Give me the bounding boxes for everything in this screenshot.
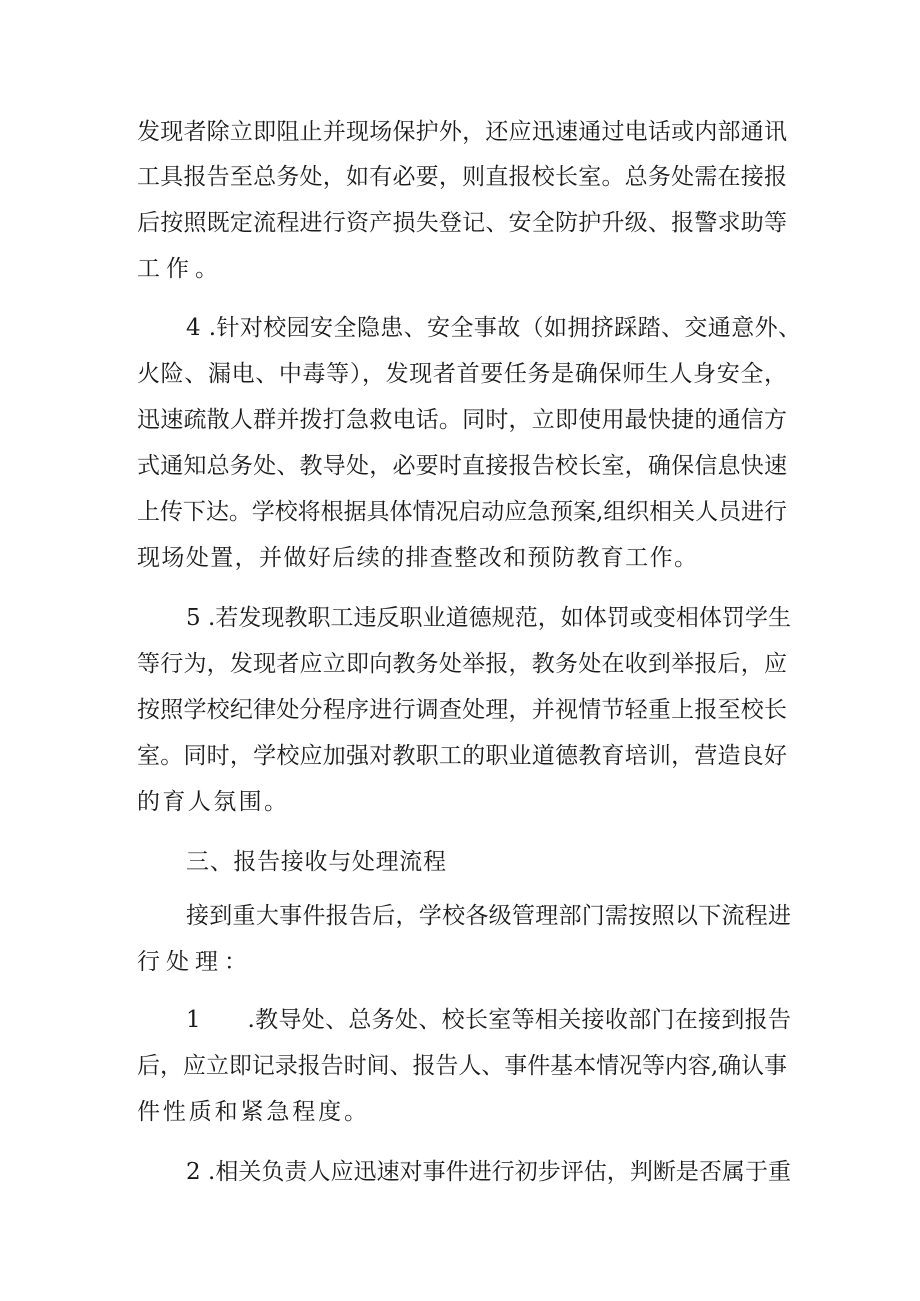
body-text-line: 发现者除立即阻止并现场保护外，还应迅速通过电话或内部通讯 [137,119,788,145]
body-text-line: 工作。 [137,256,224,282]
body-text-line: 接到重大事件报告后，学校各级管理部门需按照以下流程进 [186,903,792,929]
list-item-1-line: 1 .教导处、总务处、校长室等相关接收部门在接到报告 [186,1007,792,1033]
list-item-2-line: 2 .相关负责人应迅速对事件进行初步评估，判断是否属于重 [186,1159,792,1185]
body-text-line: 件性质和紧急程度。 [137,1099,370,1125]
body-text-line: 室。同时，学校应加强对教职工的职业道德教育培训，营造良好 [137,743,788,769]
section-heading: 三、报告接收与处理流程 [186,849,447,875]
body-text-line: 火险、漏电、中毒等），发现者首要任务是确保师生人身安全， [137,361,788,387]
body-text-line: 等行为，发现者应立即向教务处举报，教务处在收到举报后，应 [137,651,788,677]
body-text-line: 工具报告至总务处，如有必要，则直报校长室。总务处需在接报 [137,164,788,190]
list-item-4-line: 4 .针对校园安全隐患、安全事故（如拥挤踩踏、交通意外、 [186,315,802,341]
body-text-line: 现场处置，并做好后续的排查整改和预防教育工作。 [137,545,699,571]
body-text-line: 后按照既定流程进行资产损失登记、安全防护升级、报警求助等 [137,210,788,236]
body-text-line: 迅速疏散人群并拨打急救电话。同时，立即使用最快捷的通信方 [137,407,788,433]
body-text-line: 按照学校纪律处分程序进行调查处理，并视情节轻重上报至校长 [137,697,788,723]
body-text-line: 的育人氛围。 [137,789,290,815]
body-text-line: 后，应立即记录报告时间、报告人、事件基本情况等内容,确认事 [137,1053,787,1079]
body-text-line: 行处理： [137,949,253,975]
body-text-line: 上传下达。学校将根据具体情况启动应急预案,组织相关人员进行 [137,499,787,525]
body-text-line: 式通知总务处、教导处，必要时直接报告校长室，确保信息快速 [137,453,788,479]
list-item-5-line: 5 .若发现教职工违反职业道德规范，如体罚或变相体罚学生 [186,605,792,631]
